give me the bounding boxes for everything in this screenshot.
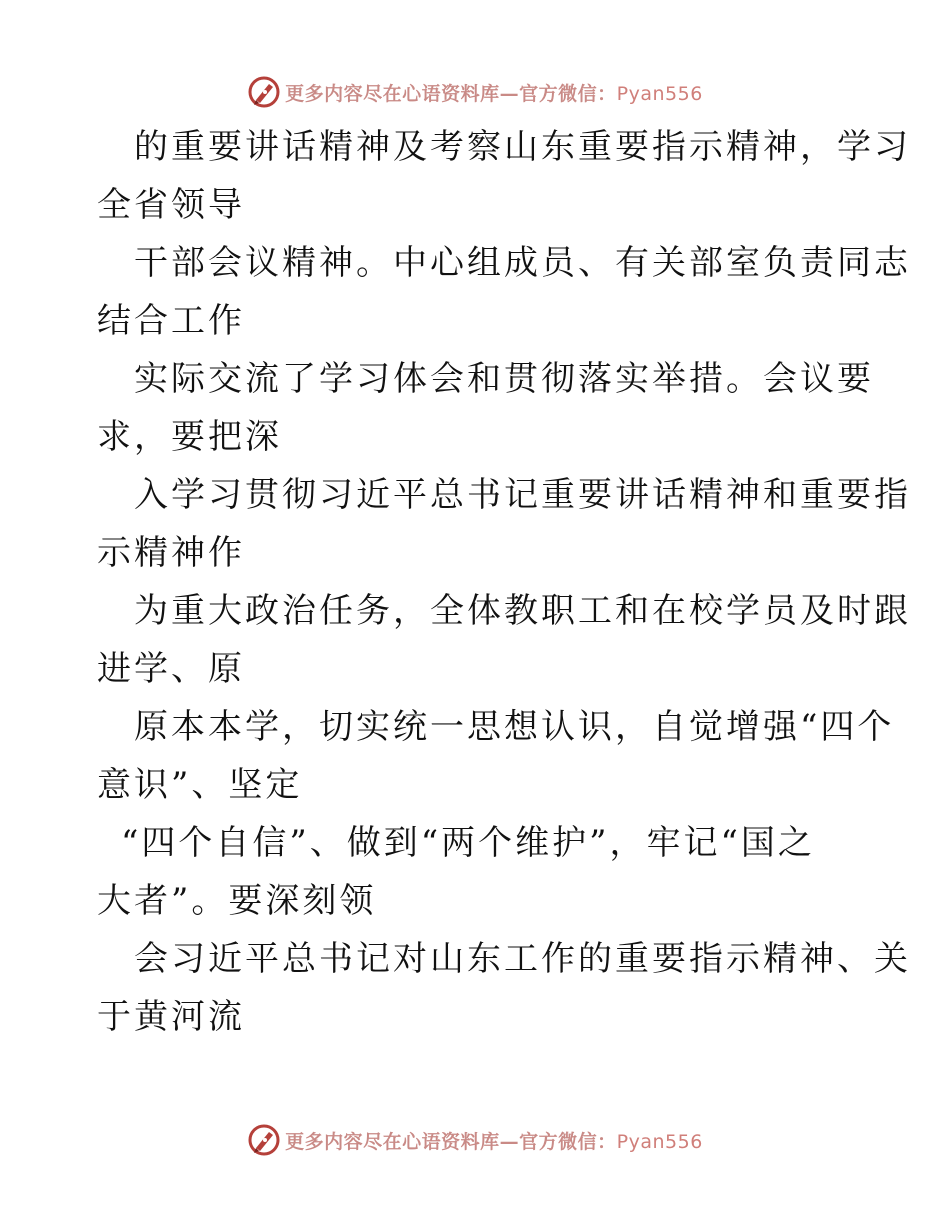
paragraph: [97, 582, 911, 698]
paragraph-line: “四个自信”、做到“两个维护”，牢记“国之: [121, 823, 815, 863]
paragraph: [97, 118, 911, 234]
paragraph-line: 大者”。要深刻领: [97, 881, 377, 921]
pen-logo-icon: [247, 1123, 281, 1157]
paragraph: [97, 814, 857, 930]
paragraph: [97, 466, 911, 582]
paragraph-line: 结合工作: [97, 301, 245, 341]
paragraph-line: 的重要讲话精神及考察山东重要指示精神，学习: [134, 127, 911, 167]
paragraph-line: 全省领导: [97, 185, 245, 225]
paragraph-line: 于黄河流: [97, 997, 245, 1037]
paragraph: [97, 234, 911, 350]
paragraph-line: 原本本学，切实统一思想认识，自觉增强“四个: [134, 707, 895, 747]
paragraph-line: 示精神作: [97, 533, 245, 573]
paragraph-line: 为重大政治任务，全体教职工和在校学员及时跟: [134, 591, 911, 631]
footer-watermark: [0, 1120, 950, 1160]
paragraph-line: 会习近平总书记对山东工作的重要指示精神、关: [134, 939, 911, 979]
paragraph: [97, 930, 911, 1046]
paragraph-line: 实际交流了学习体会和贯彻落实举措。会议要: [134, 359, 874, 399]
paragraph-line: 入学习贯彻习近平总书记重要讲话精神和重要指: [134, 475, 911, 515]
paragraph-line: 干部会议精神。中心组成员、有关部室负责同志: [134, 243, 911, 283]
paragraph: [97, 698, 895, 814]
watermark-text: 更多内容尽在心语资料库—官方微信：Pyan556: [285, 1130, 703, 1153]
paragraph-line: 意识”、坚定: [97, 765, 303, 805]
pen-logo-icon: [247, 75, 281, 109]
watermark-text: 更多内容尽在心语资料库—官方微信：Pyan556: [285, 82, 703, 105]
paragraph: [97, 350, 874, 466]
header-watermark: [0, 72, 950, 112]
paragraph-line: 求，要把深: [97, 417, 282, 457]
document-body: [97, 118, 911, 1046]
paragraph-line: 进学、原: [97, 649, 245, 689]
